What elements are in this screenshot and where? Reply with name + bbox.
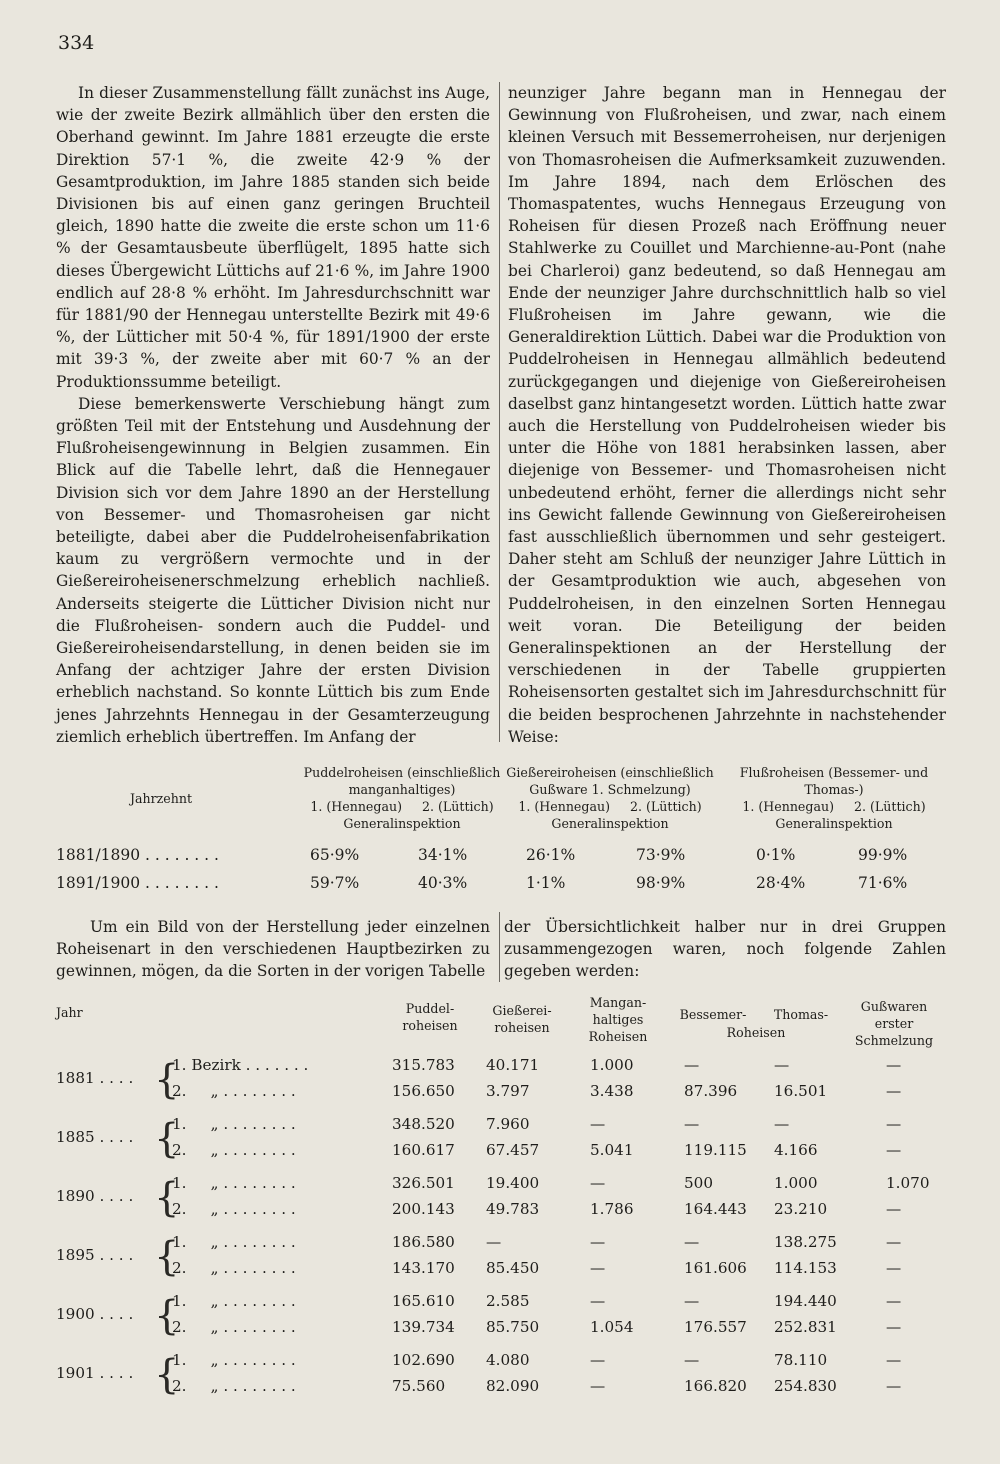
bezirk-label: 1. Bezirk . . . . . . . [172, 1056, 309, 1074]
table-cell: 87.396 [684, 1082, 738, 1100]
table-row [56, 1141, 946, 1171]
header-line: 1. (Hennegau) 2. (Lüttich) [742, 799, 926, 814]
table-cell: 85.750 [486, 1318, 540, 1336]
table-cell: 200.143 [392, 1200, 455, 1218]
table-cell: 49.783 [486, 1200, 540, 1218]
table-header-group [722, 764, 946, 832]
header-line: Puddel- [405, 1001, 455, 1016]
table-cell: 500 [684, 1174, 713, 1192]
table-cell: — [684, 1233, 700, 1251]
table-header-group [496, 764, 724, 832]
table-cell: 3.797 [486, 1082, 530, 1100]
table-cell: 326.501 [392, 1174, 455, 1192]
table-cell: 16.501 [774, 1082, 828, 1100]
table-cell: — [886, 1200, 902, 1218]
header-line: 1. (Hennegau) 2. (Lüttich) [518, 799, 702, 814]
table-cell: 1.000 [590, 1056, 634, 1074]
header-line: Gießerei- [492, 1003, 552, 1018]
table-cell: 194.440 [774, 1292, 837, 1310]
table-cell: 176.557 [684, 1318, 747, 1336]
table-cell: 85.450 [486, 1259, 540, 1277]
header-line: haltiges [592, 1012, 644, 1027]
table-cell: — [886, 1082, 902, 1100]
table-cell: 75.560 [392, 1377, 446, 1395]
header-line: Mangan- [589, 995, 647, 1010]
table-cell: — [886, 1141, 902, 1159]
table-cell: 71·6% [858, 874, 908, 892]
table-cell: — [886, 1056, 902, 1074]
header-line: Gießereiroheisen (einschließlich [506, 765, 714, 780]
table-header-jahrzehnt: Jahrzehnt [129, 791, 193, 806]
table-cell: 65·9% [310, 846, 360, 864]
page-number: 334 [58, 32, 95, 54]
table-cell: 164.443 [684, 1200, 747, 1218]
brace-mark: { [154, 1352, 180, 1398]
table-cell: 1·1% [526, 874, 566, 892]
column-divider [499, 82, 500, 742]
table-cell: 166.820 [684, 1377, 747, 1395]
table-row [56, 874, 946, 900]
header-line: Thomas-) [804, 782, 864, 797]
table-cell: 99·9% [858, 846, 908, 864]
year-text: 1901 . . . . [56, 1364, 134, 1382]
year-text: 1900 . . . . [56, 1305, 134, 1323]
paragraph: neunziger Jahre begann man in Hennegau der Gewinnung von Flußroheisen, und zwar, nach einem kleinen Versuch mit Bessemerroheisen, nur derjenigen von Thomasroheisen die Aufmerksamkeit zuzuwenden. Im Jahre 1894, nach dem Erlöschen des Thomaspatentes, wuchs Hennegaus Erzeugung von Roheisen für diesen Prozeß nach Eröffnung neuer Stahlwerke zu Couillet und Marchienne-au-Pont (nahe bei Charleroi) ganz bedeutend, so daß Hennegau am Ende der neunziger Jahre durchschnittlich halb so viel Flußroheisen im Jahre gewann, wie die Generaldirektion Lüttich. Dabei war die Produktion von Puddelroheisen in Hennegau allmählich bedeutend zurückgegangen und diejenige von Gießereiroheisen daselbst ganz hintangesetzt worden. Lüttich hatte zwar auch die Herstellung von Puddelroheisen wieder bis unter die Höhe von 1881 herabsinken lassen, aber diejenige von Bessemer- und Thomasroheisen nicht unbedeutend erhöht, ferner die allerdings nicht sehr ins Gewicht fallende Gewinnung von Gießereiroheisen fast ausschließlich übernommen und sehr gesteigert. Daher steht am Schluß der neunziger Jahre Lüttich in der Gesamtproduktion wie auch, abgesehen von Puddelroheisen, in den einzelnen Sorten Hennegau weit voran. Die Beteiligung der beiden Generalinspektionen an der Herstellung der verschiedenen in der Tabelle gruppierten Roheisensorten gestaltet sich im Jahresdurchschnitt für die beiden besprochenen Jahrzehnte in nachstehender Weise: [508, 84, 946, 746]
table-cell: — [590, 1233, 606, 1251]
table-row [56, 1082, 946, 1112]
header-line: Generalinspektion [343, 816, 461, 831]
bezirk-label: 2. „ . . . . . . . . [172, 1318, 296, 1336]
table-cell: — [774, 1056, 790, 1074]
paragraph: Um ein Bild von der Herstellung jeder einzelnen Roheisenart in den verschiedenen Hauptbezirken zu gewinnen, mögen, da die Sorten in der vorigen Tabelle [56, 918, 490, 981]
table-header-gusswaren [842, 998, 946, 1049]
table-header-puddel [390, 1000, 470, 1034]
table-cell: 4.080 [486, 1351, 530, 1369]
table-cell: — [684, 1115, 700, 1133]
table-header-bessemer: Bessemer- [679, 1007, 747, 1022]
table-header-mangan [570, 994, 666, 1045]
table-cell: 143.170 [392, 1259, 455, 1277]
bezirk-label: 2. „ . . . . . . . . [172, 1141, 296, 1159]
table-cell: 59·7% [310, 874, 360, 892]
table-cell: — [886, 1115, 902, 1133]
table-cell: 3.438 [590, 1082, 634, 1100]
table-cell: — [886, 1292, 902, 1310]
paragraph: der Übersichtlichkeit halber nur in drei Gruppen zusammengezogen waren, noch folgende Zahlen gegeben werden: [504, 918, 946, 981]
table-cell: 28·4% [756, 874, 806, 892]
table-cell: 165.610 [392, 1292, 455, 1310]
table-cell: 1.000 [774, 1174, 818, 1192]
table-cell: 156.650 [392, 1082, 455, 1100]
brace-mark: { [154, 1293, 180, 1339]
bezirk-label: 1. „ . . . . . . . . [172, 1351, 296, 1369]
table-cell: 102.690 [392, 1351, 455, 1369]
table-cell: 73·9% [636, 846, 686, 864]
table-cell: 34·1% [418, 846, 468, 864]
table-cell: — [886, 1377, 902, 1395]
year-text: 1895 . . . . [56, 1246, 134, 1264]
brace-mark: { [154, 1116, 180, 1162]
header-line: Gußwaren [860, 999, 928, 1014]
table-cell: 114.153 [774, 1259, 837, 1277]
brace-mark: { [154, 1175, 180, 1221]
header-line: Generalinspektion [551, 816, 669, 831]
table-cell: 1.786 [590, 1200, 634, 1218]
table-row [56, 1259, 946, 1289]
row-label: 1891/1900 . . . . . . . . [56, 874, 219, 892]
table-cell: 78.110 [774, 1351, 828, 1369]
bezirk-label: 1. „ . . . . . . . . [172, 1174, 296, 1192]
bezirk-label: 2. „ . . . . . . . . [172, 1200, 296, 1218]
table-cell: — [590, 1115, 606, 1133]
table-header-roheisen: Roheisen [726, 1025, 786, 1040]
table-cell: — [590, 1259, 606, 1277]
table-cell: 2.585 [486, 1292, 530, 1310]
table-cell: — [886, 1351, 902, 1369]
row-label: 1881/1890 . . . . . . . . [56, 846, 219, 864]
table-cell: 315.783 [392, 1056, 455, 1074]
header-line: Generalinspektion [775, 816, 893, 831]
table-cell: — [886, 1233, 902, 1251]
bezirk-label: 1. „ . . . . . . . . [172, 1292, 296, 1310]
header-line: Flußroheisen (Bessemer- und [739, 765, 929, 780]
header-line: erster [874, 1016, 914, 1031]
year-text: 1885 . . . . [56, 1128, 134, 1146]
table-cell: — [590, 1292, 606, 1310]
table-cell: 67.457 [486, 1141, 540, 1159]
year-text: 1881 . . . . [56, 1069, 134, 1087]
table-cell: — [590, 1174, 606, 1192]
table-row [56, 846, 946, 872]
right-column [508, 82, 946, 748]
left-column [56, 82, 490, 748]
table-header-thomas: Thomas- [773, 1007, 829, 1022]
header-line: Schmelzung [854, 1033, 934, 1048]
table-header-giesserei [482, 1002, 562, 1036]
table-header-group [282, 764, 522, 832]
table-cell: 4.166 [774, 1141, 818, 1159]
table-row [56, 1200, 946, 1230]
table-cell: 26·1% [526, 846, 576, 864]
table-cell: 252.831 [774, 1318, 837, 1336]
table-cell: 19.400 [486, 1174, 540, 1192]
bezirk-label: 2. „ . . . . . . . . [172, 1377, 296, 1395]
header-line: 1. (Hennegau) 2. (Lüttich) [310, 799, 494, 814]
table-cell: 160.617 [392, 1141, 455, 1159]
table-cell: 138.275 [774, 1233, 837, 1251]
brace-mark: { [154, 1057, 180, 1103]
table-cell: 7.960 [486, 1115, 530, 1133]
table-header-jahr: Jahr [56, 1005, 83, 1020]
table-cell: — [486, 1233, 502, 1251]
table-cell: 254.830 [774, 1377, 837, 1395]
table-cell: — [590, 1351, 606, 1369]
column-divider [499, 912, 500, 982]
table-cell: — [684, 1351, 700, 1369]
bezirk-label: 1. „ . . . . . . . . [172, 1115, 296, 1133]
table-cell: 186.580 [392, 1233, 455, 1251]
paragraph: Diese bemerkenswerte Verschiebung hängt zum größten Teil mit der Entstehung und Ausdehnung der Flußroheisengewinnung in Belgien zusammen. Ein Blick auf die Tabelle lehrt, daß die Hennegauer Division sich vor dem Jahre 1890 an der Herstellung von Bessemer- und Thomasroheisen gar nicht beteiligte, dabei aber die Puddelroheisenfabrikation kaum zu vergrößern vermochte und in der Gießereiroheisenerschmelzung erheblich nachließ. Anderseits steigerte die Lütticher Division nicht nur die Flußroheisen- sondern auch die Puddel- und Gießereiroheisendarstellung, in denen beiden sie im Anfang der achtziger Jahre der ersten Division erheblich nachstand. So konnte Lüttich bis zum Ende jenes Jahrzehnts Hennegau in der Gesamterzeugung ziemlich erheblich übertreffen. Im Anfang der [56, 394, 490, 746]
header-line: Puddelroheisen (einschließlich [303, 765, 501, 780]
table-cell: — [886, 1318, 902, 1336]
table-cell: 40·3% [418, 874, 468, 892]
bezirk-label: 2. „ . . . . . . . . [172, 1259, 296, 1277]
table-cell: 23.210 [774, 1200, 828, 1218]
table-row [56, 1318, 946, 1348]
table-cell: — [684, 1292, 700, 1310]
bezirk-label: 1. „ . . . . . . . . [172, 1233, 296, 1251]
table-cell: 139.734 [392, 1318, 455, 1336]
paragraph: In dieser Zusammenstellung fällt zunächst ins Auge, wie der zweite Bezirk allmählich über den ersten die Oberhand gewinnt. Im Jahre 1881 erzeugte die erste Direktion 57·1 %, die zweite 42·9 % der Gesamtproduktion, im Jahre 1885 standen sich beide Divisionen bis auf einen ganz geringen Bruchteil gleich, 1890 hatte die zweite die erste schon um 11·6 % der Gesamtausbeute überflügelt, 1895 hatte sich dieses Übergewicht Lüttichs auf 21·6 %, im Jahre 1900 endlich auf 28·8 % erhöht. Im Jahresdurchschnitt war für 1881/90 der Hennegau unterstellte Bezirk mit 49·6 %, der Lütticher mit 50·4 %, für 1891/1900 der erste mit 39·3 %, der zweite aber mit 60·7 % an der Produktionssumme beteiligt. [56, 84, 490, 391]
table-cell: — [774, 1115, 790, 1133]
header-line: manganhaltiges) [348, 782, 456, 797]
bezirk-label: 2. „ . . . . . . . . [172, 1082, 296, 1100]
table-cell: 161.606 [684, 1259, 747, 1277]
table-cell: 5.041 [590, 1141, 634, 1159]
table-cell: 82.090 [486, 1377, 540, 1395]
year-text: 1890 . . . . [56, 1187, 134, 1205]
header-line: Gußware 1. Schmelzung) [529, 782, 691, 797]
header-line: roheisen [494, 1020, 550, 1035]
header-line: Roheisen [588, 1029, 648, 1044]
table-cell: 1.070 [886, 1174, 930, 1192]
table-cell: 0·1% [756, 846, 796, 864]
table-cell: 98·9% [636, 874, 686, 892]
table-cell: — [886, 1259, 902, 1277]
table-cell: — [684, 1056, 700, 1074]
header-line: roheisen [402, 1018, 458, 1033]
table-cell: 348.520 [392, 1115, 455, 1133]
table-cell: — [590, 1377, 606, 1395]
table-row [56, 1377, 946, 1407]
table-cell: 1.054 [590, 1318, 634, 1336]
brace-mark: { [154, 1234, 180, 1280]
table-cell: 40.171 [486, 1056, 540, 1074]
table-cell: 119.115 [684, 1141, 747, 1159]
